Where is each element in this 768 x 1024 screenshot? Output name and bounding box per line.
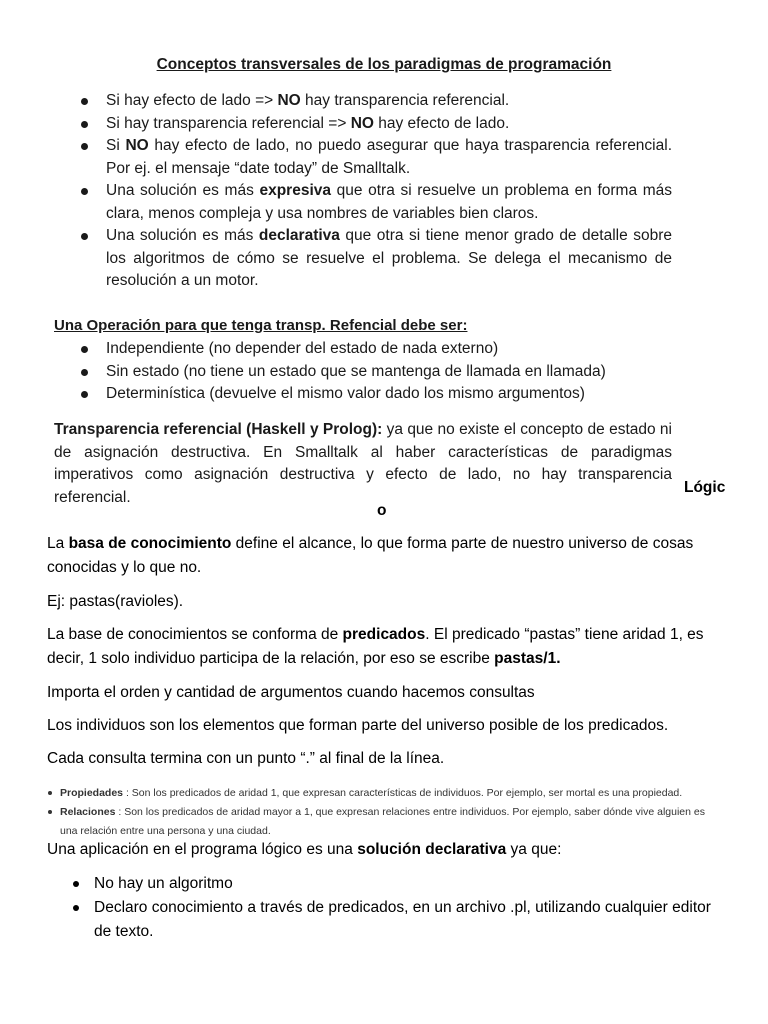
paragraph-individuos: Los individuos son los elementos que forman parte del universo posible de los predicados. [47,717,669,734]
section-heading-logic: Lógic [684,479,726,496]
transparencia-paragraph: Transparencia referencial (Haskell y Prolog): ya que no existe el concepto de estado ni de asignación destructiva. En Smalltalk al haber características de paradigmas imperativos como asignación destructiva y efecto de lado, no hay transparencia referencial. [54,421,672,506]
reason-item: No hay un algoritmo [47,872,717,896]
paragraph-orden: Importa el orden y cantidad de argumentos cuando hacemos consultas [47,684,535,701]
concept-bullet: Una solución es más declarativa que otra si tiene menor grado de detalle sobre los algoritmos de cómo se resuelve el problema. Se delega el mecanismo de resolución a un motor. [78,225,672,293]
concept-bullet: Si NO hay efecto de lado, no puedo asegurar que haya trasparencia referencial. Por ej. el mensaje “date today” de Smalltalk. [78,135,672,180]
operacion-heading: Una Operación para que tenga transp. Refencial debe ser: [54,317,468,334]
concept-bullet: Si hay transparencia referencial => NO hay efecto de lado. [78,113,672,136]
paragraph-aplicacion: Una aplicación en el programa lógico es una solución declarativa ya que: [47,841,562,858]
concept-bullet-list [78,90,672,293]
concept-bullet: Una solución es más expresiva que otra si resuelve un problema en forma más clara, menos compleja y usa nombres de variables bien claros. [78,180,672,225]
definitions-list [47,784,717,841]
operacion-list [78,338,672,406]
concept-bullet: Si hay efecto de lado => NO hay transparencia referencial. [78,90,672,113]
operacion-item: Independiente (no depender del estado de nada externo) [78,338,672,361]
definition-item: Propiedades : Son los predicados de aridad 1, que expresan características de individuos. Por ejemplo, ser mortal es una propiedad. [47,784,717,803]
page-title: Conceptos transversales de los paradigmas de programación [156,56,612,73]
paragraph-base-conocimiento: La basa de conocimiento define el alcance, lo que forma parte de nuestro universo de cosas conocidas y lo que no. [47,535,694,576]
operacion-item: Determinística (devuelve el mismo valor dado los mismo argumentos) [78,383,672,406]
paragraph-predicados: La base de conocimientos se conforma de predicados. El predicado “pastas” tiene aridad 1, es decir, 1 solo individuo participa de la relación, por eso se escribe pastas/1. [47,626,704,667]
paragraph-example: Ej: pastas(ravioles). [47,593,184,610]
section-heading-logic-continuation: o [377,502,387,519]
definition-item: Relaciones : Son los predicados de aridad mayor a 1, que expresan relaciones entre individuos. Por ejemplo, saber dónde vive alguien es una relación entre una persona y una ciudad. [47,803,717,841]
reason-item: Declaro conocimiento a través de predicados, en un archivo .pl, utilizando cualquier editor de texto. [47,896,717,944]
reasons-list [47,872,717,944]
operacion-item: Sin estado (no tiene un estado que se mantenga de llamada en llamada) [78,361,672,384]
paragraph-consulta: Cada consulta termina con un punto “.” al final de la línea. [47,750,445,767]
